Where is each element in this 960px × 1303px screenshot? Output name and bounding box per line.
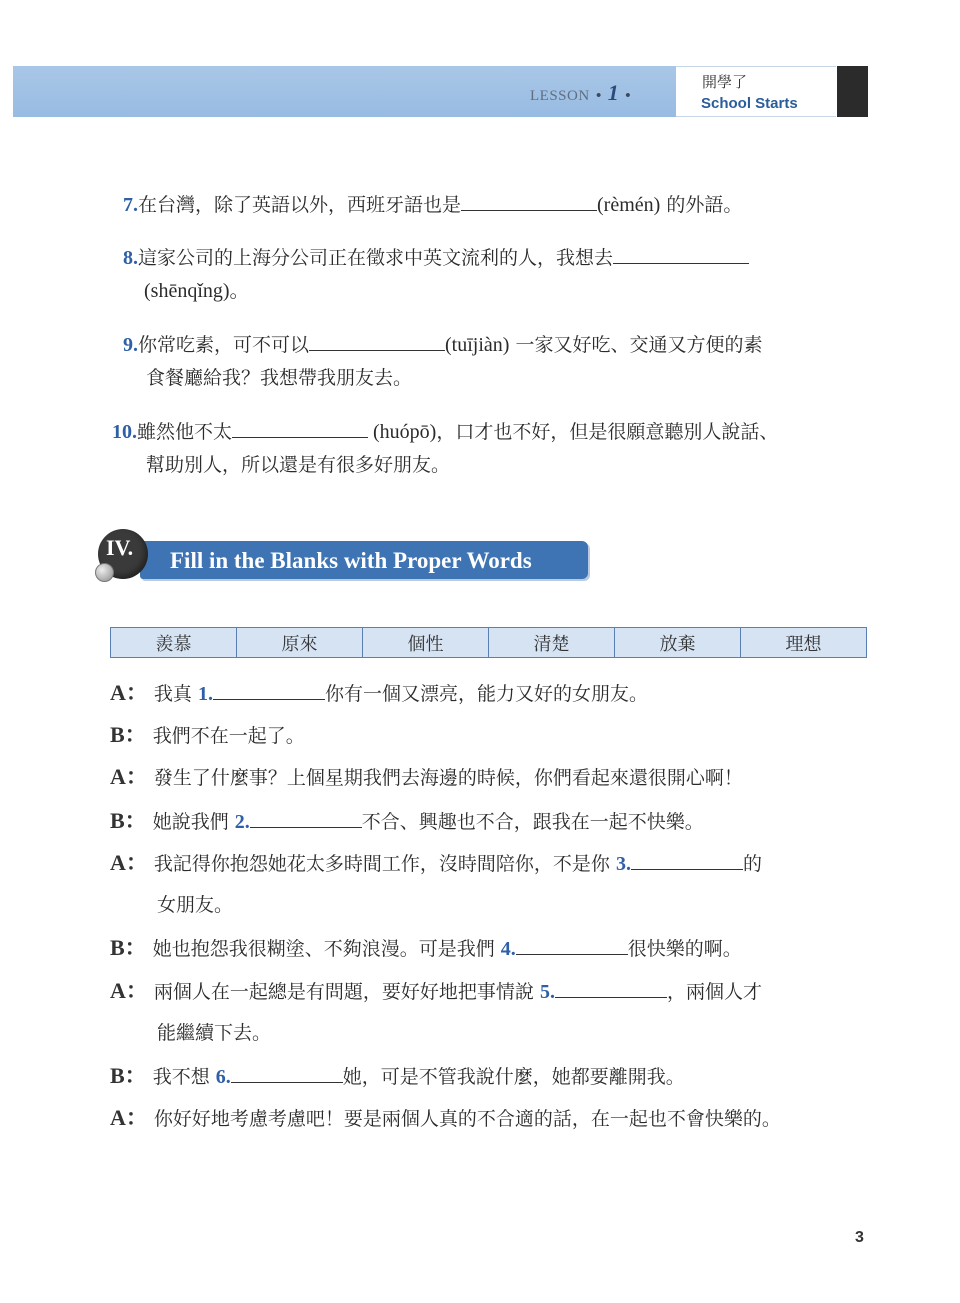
- question-7: 7.在台灣，除了英語以外，西班牙語也是 (rèmén) 的外語。: [123, 188, 742, 220]
- word-bank: [110, 627, 867, 658]
- answer-blank[interactable]: [461, 188, 597, 211]
- lesson-number: 1: [607, 80, 620, 105]
- question-8-line2: (shēnqǐng)。: [144, 280, 250, 302]
- answer-blank[interactable]: [631, 847, 743, 870]
- answer-blank[interactable]: [309, 328, 445, 351]
- word-bank-item: 清楚: [489, 628, 615, 657]
- dialogue-line: B： 我不想 6. 她，可是不管我說什麼，她都要離開我。: [110, 1060, 685, 1092]
- dialogue-line-continued: 女朋友。: [157, 894, 234, 916]
- section-title: Fill in the Blanks with Proper Words: [170, 548, 532, 573]
- dialogue-line: B： 她說我們 2. 不合、興趣也不合，跟我在一起不快樂。: [110, 805, 704, 837]
- dialogue-line: A： 我真 1. 你有一個又漂亮，能力又好的女朋友。: [110, 677, 648, 709]
- word-bank-item: 理想: [741, 628, 866, 657]
- word-bank-item: 放棄: [615, 628, 741, 657]
- bullet-ball-icon: [95, 563, 114, 582]
- header-tab: [837, 66, 868, 117]
- dialogue-line-continued: 能繼續下去。: [157, 1022, 272, 1044]
- answer-blank[interactable]: [231, 1060, 343, 1083]
- lesson-title-zh: 開學了: [702, 73, 748, 91]
- lesson-label: LESSON • 1 •: [530, 80, 631, 105]
- question-9: 9.你常吃素，可不可以 (tuījiàn) 一家又好吃、交通又方便的素: [123, 328, 763, 360]
- lesson-title-en: School Starts: [701, 95, 798, 112]
- answer-blank[interactable]: [613, 241, 749, 264]
- dialogue-line: A： 你好好地考慮考慮吧！要是兩個人真的不合適的話，在一起也不會快樂的。: [110, 1105, 781, 1130]
- word-bank-item: 原來: [237, 628, 363, 657]
- question-9-line2: 食餐廳給我？我想帶我朋友去。: [146, 367, 413, 389]
- answer-blank[interactable]: [516, 932, 628, 955]
- answer-blank[interactable]: [213, 677, 325, 700]
- word-bank-item: 個性: [363, 628, 489, 657]
- page-number: 3: [855, 1229, 864, 1246]
- dialogue-line: A： 我記得你抱怨她花太多時間工作，沒時間陪你，不是你 3. 的: [110, 847, 762, 879]
- word-bank-item: 羨慕: [111, 628, 237, 657]
- dialogue-line: B： 我們不在一起了。: [110, 722, 305, 747]
- answer-blank[interactable]: [232, 415, 368, 438]
- question-8: 8.這家公司的上海分公司正在徵求中英文流利的人，我想去: [123, 241, 749, 273]
- dialogue-line: A： 發生了什麼事？上個星期我們去海邊的時候，你們看起來還很開心啊！: [110, 764, 743, 789]
- question-10-line2: 幫助別人，所以還是有很多好朋友。: [146, 454, 451, 476]
- dialogue-line: B： 她也抱怨我很糊塗、不夠浪漫。可是我們 4. 很快樂的啊。: [110, 932, 742, 964]
- section-number: IV.: [106, 535, 134, 560]
- answer-blank[interactable]: [555, 975, 667, 998]
- question-10: 10.雖然他不太 (huópō)，口才也不好，但是很願意聽別人說話、: [112, 415, 778, 447]
- dialogue-line: A： 兩個人在一起總是有問題，要好好地把事情說 5. ，兩個人才: [110, 975, 762, 1007]
- answer-blank[interactable]: [250, 805, 362, 828]
